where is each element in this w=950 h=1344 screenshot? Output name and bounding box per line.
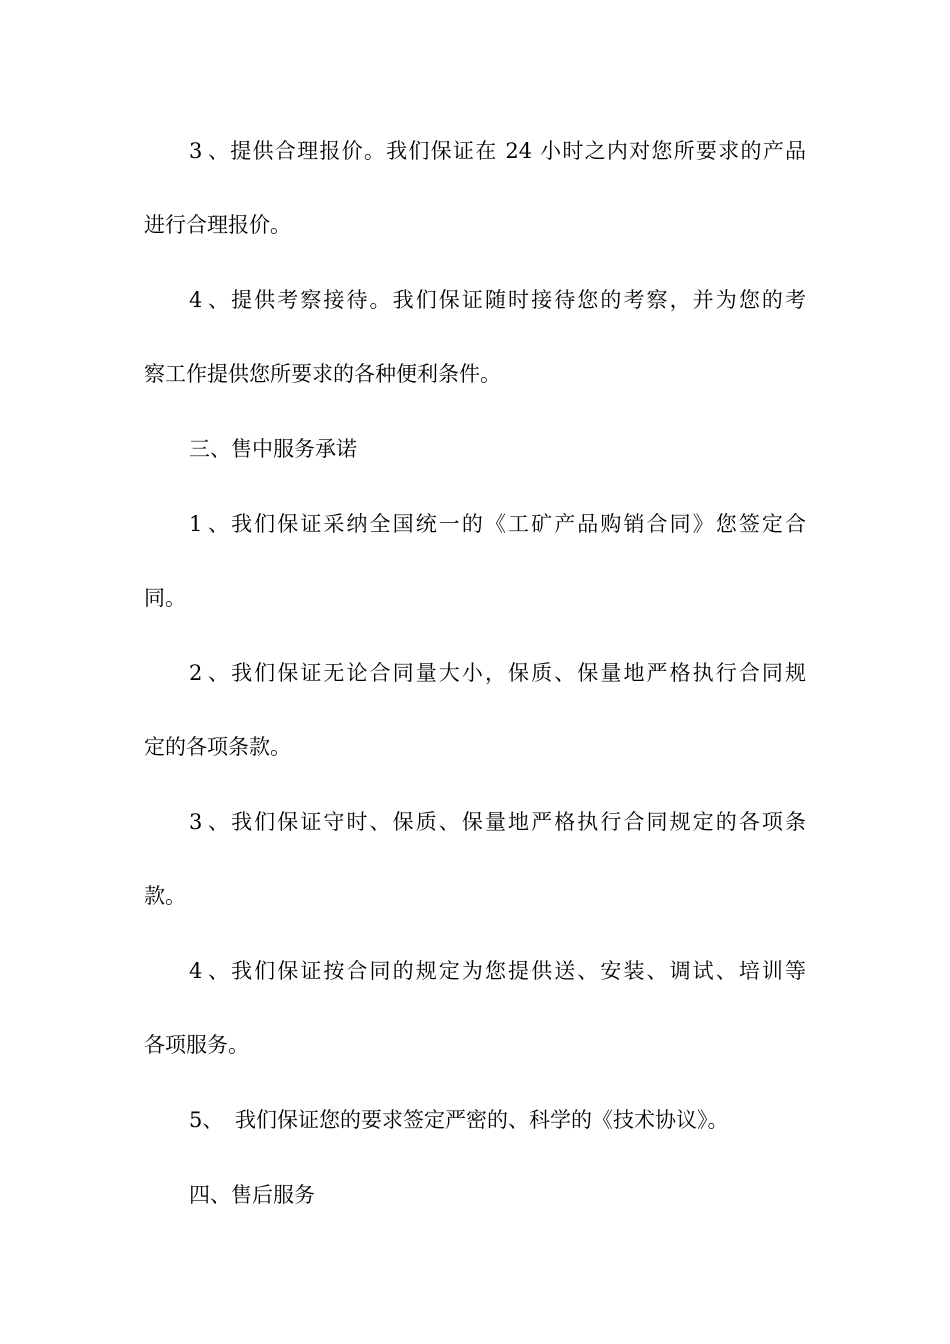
item-number: 3、 — [189, 139, 229, 163]
paragraph-text: 我们保证采纳全国统一的《工矿产品购销合同》您签定合 — [229, 512, 806, 536]
paragraph-continuation-line: 进行合理报价。 — [144, 213, 291, 237]
paragraph-text: 提供合理报价。我们保证在 24 小时之内对您所要求的产品 — [229, 139, 806, 163]
paragraph-first-line — [189, 285, 806, 315]
paragraph-text: 我们保证无论合同量大小，保质、保量地严格执行合同规 — [229, 661, 806, 685]
paragraph-text: 我们保证您的要求签定严密的、科学的《技术协议》。 — [235, 1108, 729, 1132]
item-number: 2、 — [189, 661, 229, 685]
paragraph-continuation-line: 同。 — [144, 586, 186, 610]
paragraph-first-line — [189, 509, 806, 539]
section-heading: 四、售后服务 — [189, 1183, 315, 1207]
paragraph-text: 我们保证按合同的规定为您提供送、安装、调试、培训等 — [229, 959, 806, 983]
section-heading: 三、售中服务承诺 — [189, 437, 357, 461]
paragraph-text: 提供考察接待。我们保证随时接待您的考察，并为您的考 — [229, 288, 806, 312]
paragraph-text: 我们保证守时、保质、保量地严格执行合同规定的各项条 — [229, 810, 806, 834]
paragraph-continuation-line: 察工作提供您所要求的各种便利条件。 — [144, 362, 501, 386]
item-number: 1、 — [189, 512, 229, 536]
paragraph-continuation-line: 款。 — [144, 884, 186, 908]
paragraph-continuation-line: 各项服务。 — [144, 1033, 249, 1057]
paragraph-first-line — [189, 1105, 806, 1135]
paragraph-first-line — [189, 956, 806, 986]
paragraph-first-line — [189, 807, 806, 837]
item-number: 4、 — [189, 959, 229, 983]
paragraph-first-line — [189, 658, 806, 688]
paragraph-continuation-line: 定的各项条款。 — [144, 735, 291, 759]
paragraph-first-line — [189, 136, 806, 166]
item-number: 5、 — [189, 1108, 224, 1132]
item-number: 4、 — [189, 288, 229, 312]
item-number: 3、 — [189, 810, 229, 834]
